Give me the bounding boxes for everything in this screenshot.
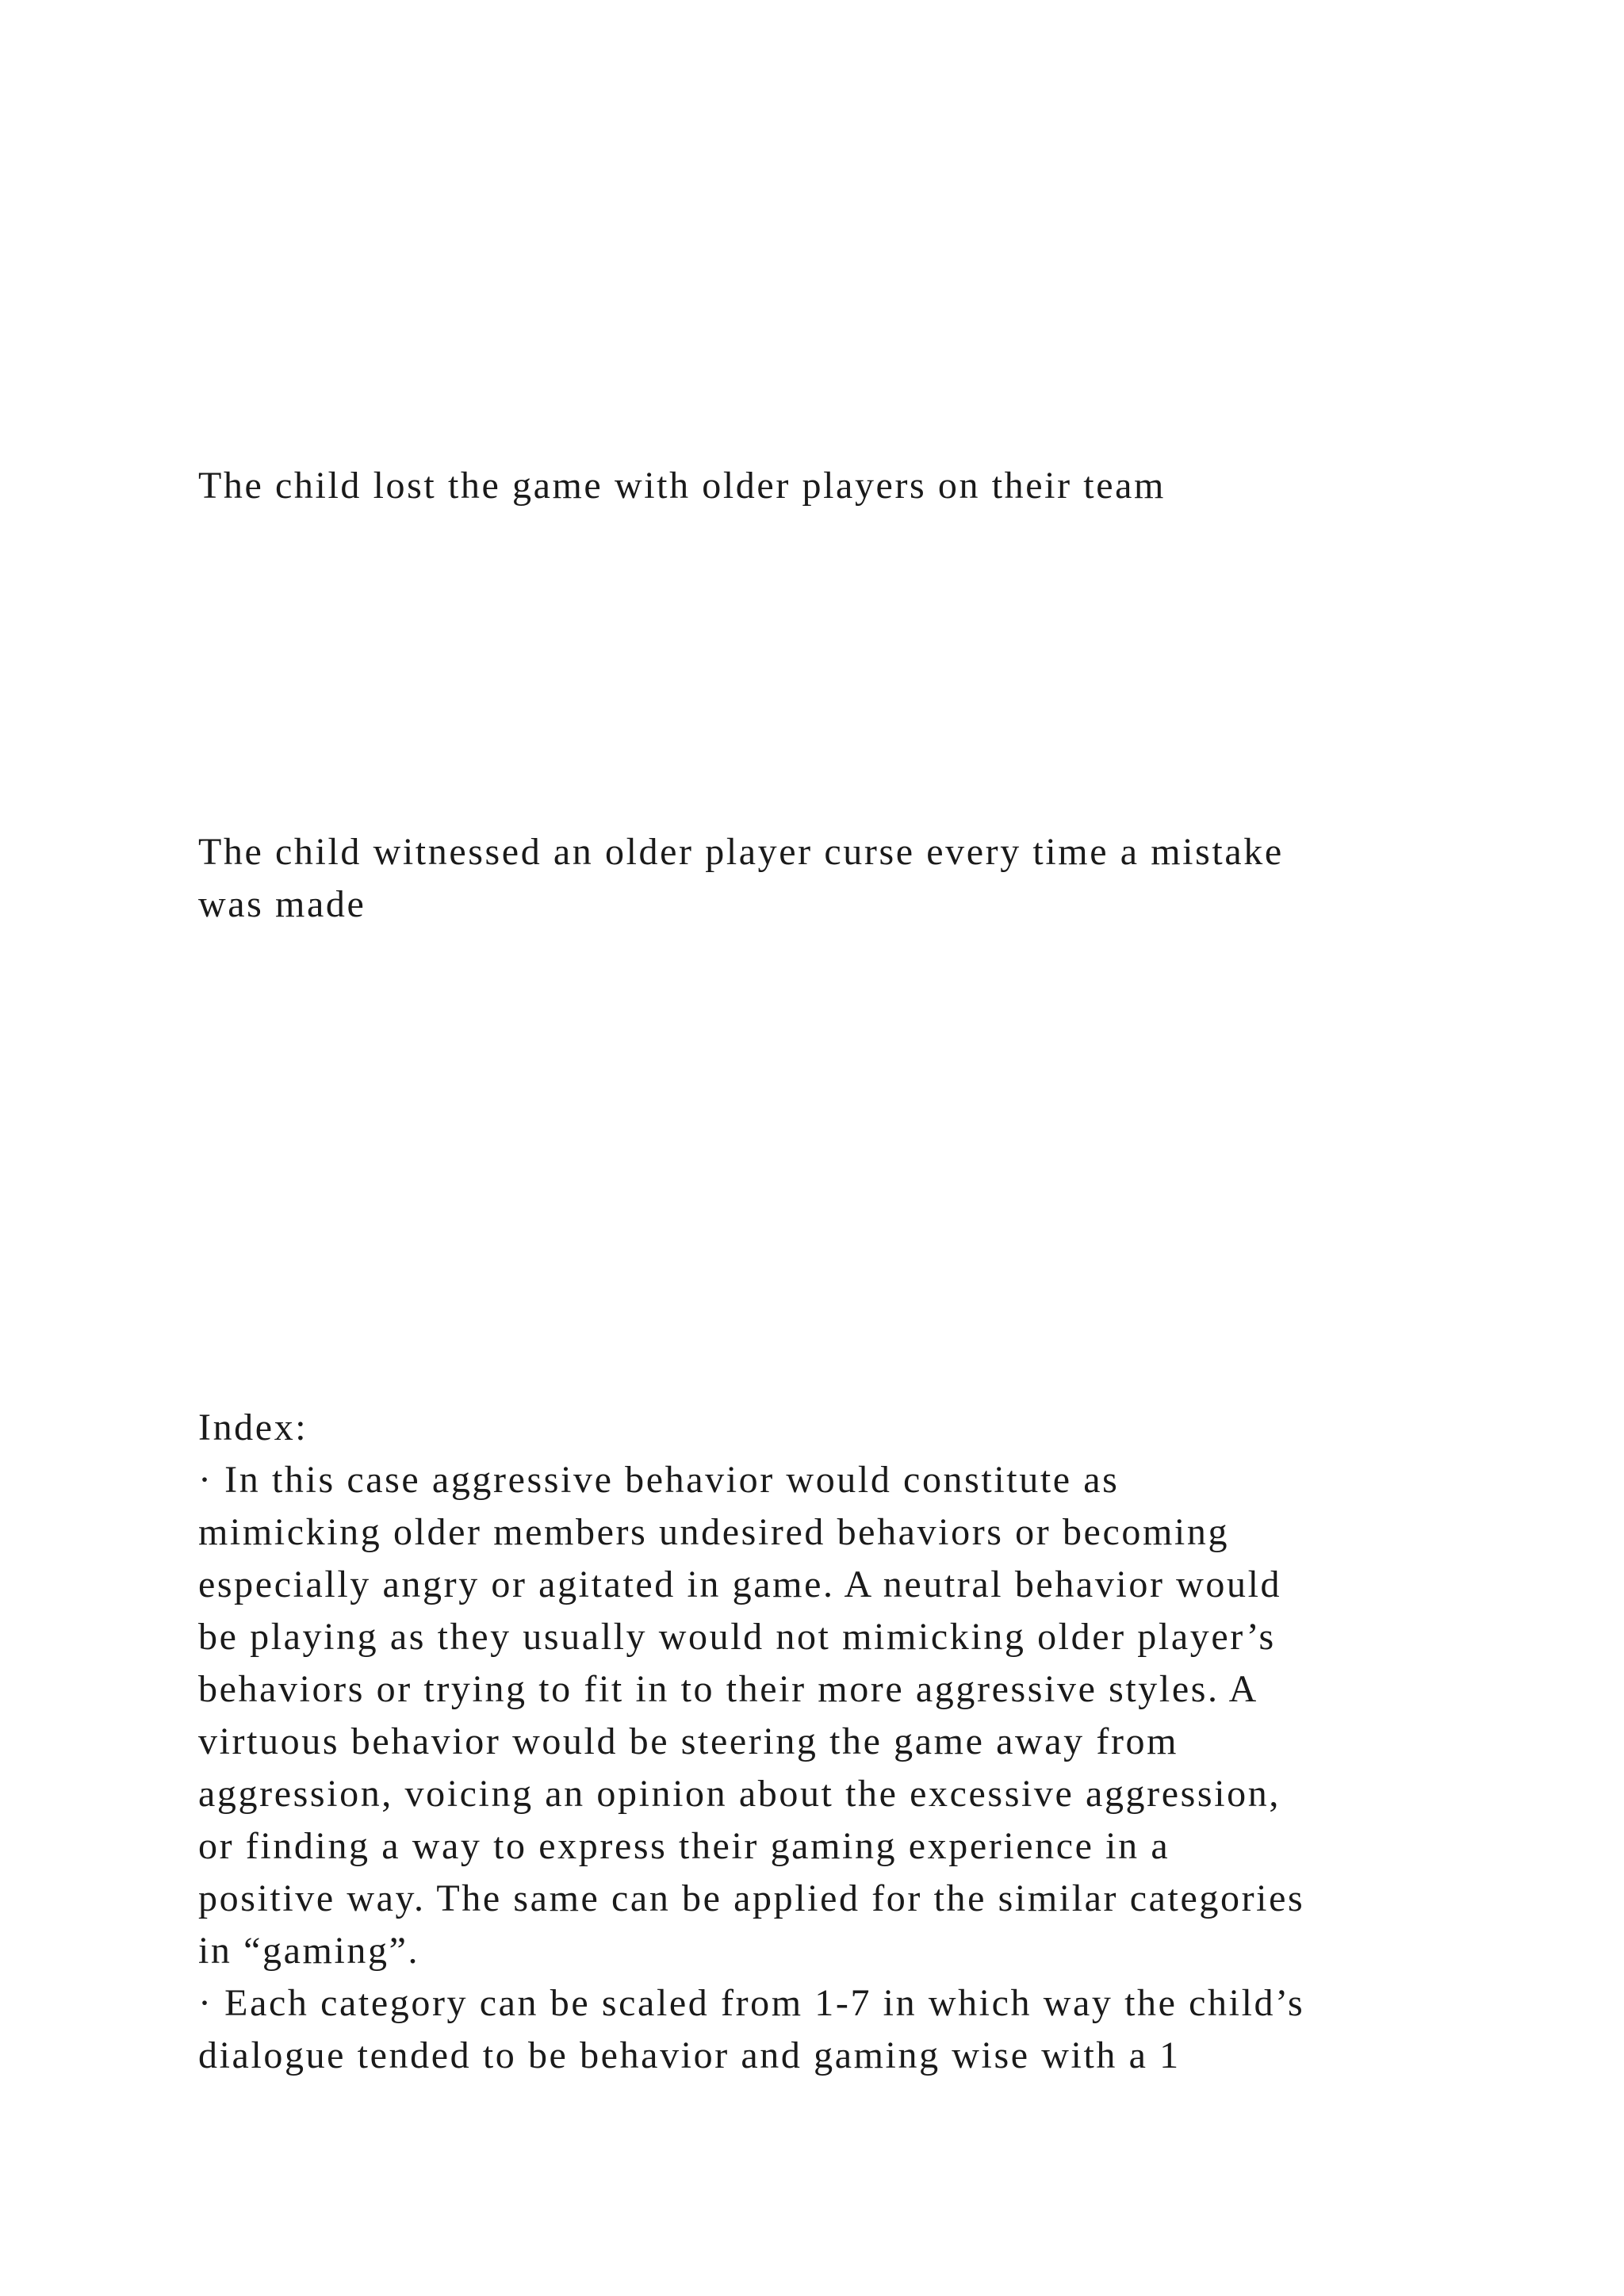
text-line: in “gaming”. [198,1930,420,1972]
index-heading: Index: [198,1406,308,1448]
text-line: · Each category can be scaled from 1-7 in which way the child’s [198,1982,1305,2024]
text-line: be playing as they usually would not mimicking older player’s [198,1616,1276,1658]
text-line: or finding a way to express their gaming experience in a [198,1825,1170,1867]
text-line: · In this case aggressive behavior would constitute as [198,1459,1120,1501]
text-line: especially angry or agitated in game. A neutral behavior would [198,1563,1282,1605]
text-line: dialogue tended to be behavior and gaming wise with a 1 [198,2034,1181,2076]
text-line: behaviors or trying to fit in to their more aggressive styles. A [198,1668,1258,1710]
text-line: aggression, voicing an opinion about the excessive aggression, [198,1773,1281,1815]
text-line: The child lost the game with older players on their team [198,465,1166,507]
text-line: mimicking older members undesired behaviors or becoming [198,1511,1230,1553]
text-line: virtuous behavior would be steering the game away from [198,1720,1179,1762]
text-line: The child witnessed an older player curse every time a mistake [198,831,1284,873]
text-line: was made [198,883,366,925]
text-line: positive way. The same can be applied for the similar categories [198,1877,1305,1919]
